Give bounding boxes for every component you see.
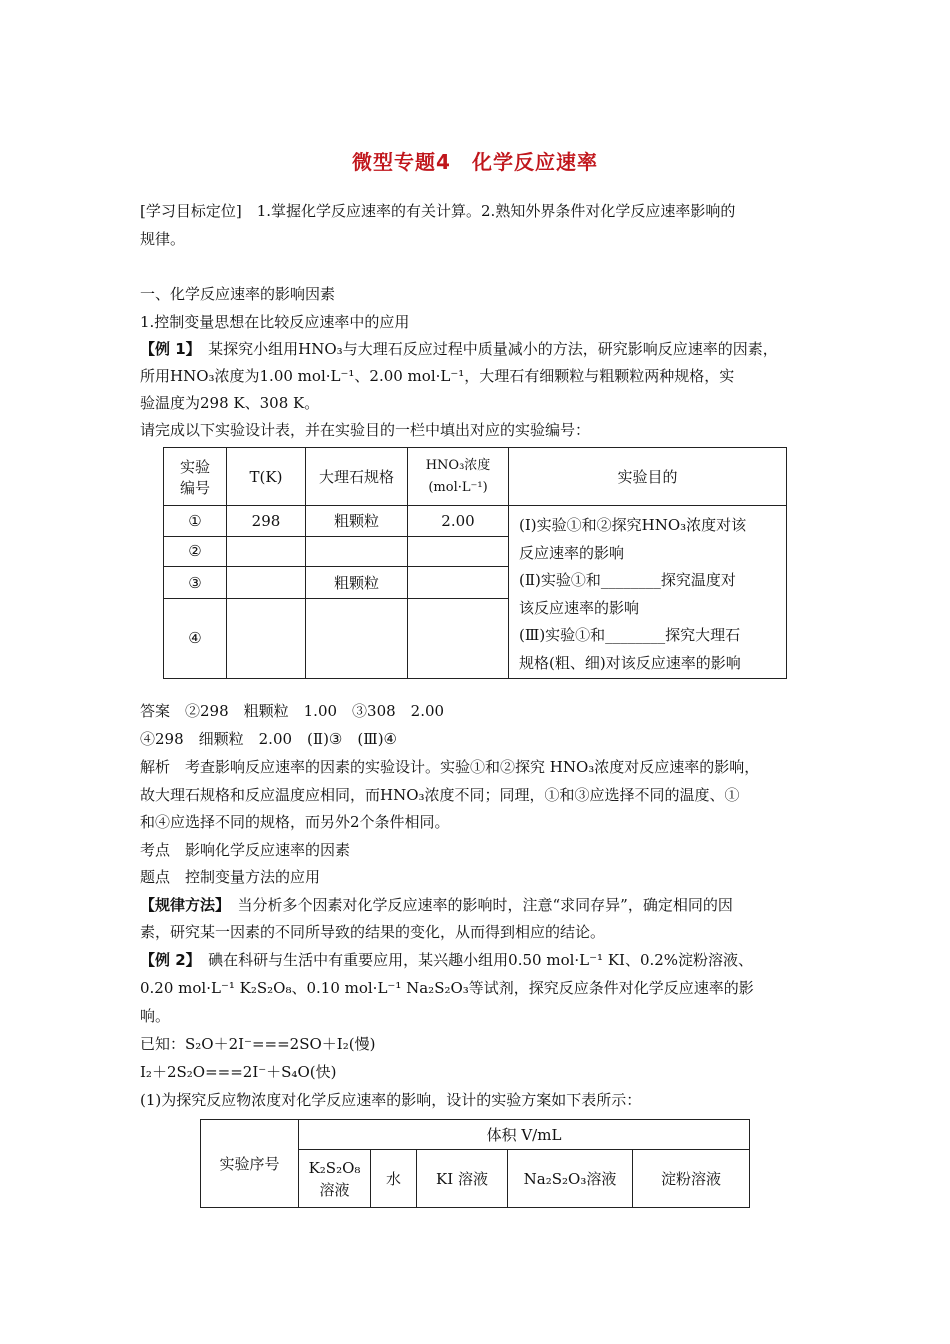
answer-line-1: 答案 ②298 粗颗粒 1.00 ③308 2.00 [140, 702, 445, 720]
page-title: 微型专题4 化学反应速率 [352, 150, 598, 174]
header-k2s2o8: K₂S₂O₈ 溶液 [299, 1150, 371, 1208]
row4-id: ④ [164, 598, 227, 678]
purpose-cell [509, 506, 787, 679]
purpose-line-5: (Ⅲ)实验①和________探究大理石 [519, 626, 741, 645]
answer-line-2: ④298 细颗粒 2.00 (Ⅱ)③ (Ⅲ)④ [140, 730, 397, 748]
example2-line-1 [140, 950, 753, 970]
row3-temp [227, 567, 306, 599]
row4-temp [227, 598, 306, 678]
row3-marble: 粗颗粒 [306, 567, 408, 599]
table-row [164, 506, 787, 537]
row2-conc [408, 536, 509, 567]
example2-line-2: 0.20 mol·L⁻¹ K₂S₂O₈、0.10 mol·L⁻¹ Na₂S₂O₃等试剂，探究反应条件对化学反应速率的影 [140, 979, 754, 997]
header-temperature: T(K) [227, 448, 306, 506]
example2-line-5: I₂＋2S₂O===2I⁻＋S₄O(快) [140, 1063, 337, 1081]
example2-label: 【例 2】 [140, 951, 194, 969]
subsection-heading-1: 1.控制变量思想在比较反应速率中的应用 [140, 313, 410, 331]
experiment-design-table [163, 447, 787, 679]
kaodian-line: 考点 影响化学反应速率的因素 [140, 841, 351, 859]
row2-temp [227, 536, 306, 567]
header-ki: KI 溶液 [417, 1150, 508, 1208]
row2-id: ② [164, 536, 227, 567]
row1-temp: 298 [227, 506, 306, 537]
analysis-line-1: 解析 考查影响反应速率的因素的实验设计。实验①和②探究 HNO₃浓度对反应速率的影响， [140, 758, 760, 776]
objectives-line-1: [学习目标定位] 1.掌握化学反应速率的有关计算。2.熟知外界条件对化学反应速率影响的 [140, 202, 736, 220]
analysis-line-3: 和④应选择不同的规格，而另外2个条件相同。 [140, 813, 450, 831]
example2-line-6: (1)为探究反应物浓度对化学反应速率的影响，设计的实验方案如下表所示： [140, 1091, 642, 1109]
row4-marble [306, 598, 408, 678]
purpose-line-3: (Ⅱ)实验①和________探究温度对 [519, 571, 736, 590]
row1-id: ① [164, 506, 227, 537]
rule-line-1 [140, 895, 733, 915]
header-starch: 淀粉溶液 [633, 1150, 750, 1208]
example1-line-2: 所用HNO₃浓度为1.00 mol·L⁻¹、2.00 mol·L⁻¹，大理石有细颗粒与粗颗粒两种规格，实 [140, 367, 735, 385]
rule-line-2: 素，研究某一因素的不同所导致的结果的变化，从而得到相应的结论。 [140, 923, 606, 941]
purpose-line-2: 反应速率的影响 [519, 543, 625, 562]
section-heading-1: 一、化学反应速率的影响因素 [140, 285, 336, 303]
objectives-line-2: 规律。 [140, 230, 186, 248]
row3-conc [408, 567, 509, 599]
tidian-line: 题点 控制变量方法的应用 [140, 868, 321, 886]
header-volume: 体积 V/mL [299, 1120, 750, 1150]
example1-line-1 [140, 339, 778, 359]
example1-label: 【例 1】 [140, 340, 194, 358]
rule-text: 当分析多个因素对化学反应速率的影响时，注意“求同存异”，确定相同的因 [222, 896, 733, 914]
example1-line-4: 请完成以下实验设计表，并在实验目的一栏中填出对应的实验编号： [140, 421, 591, 439]
example1-text: 某探究小组用HNO₃与大理石反应过程中质量减小的方法，研究影响反应速率的因素， [193, 340, 778, 358]
header-water: 水 [371, 1150, 417, 1208]
purpose-line-6: 规格(粗、细)对该反应速率的影响 [519, 653, 741, 672]
row4-conc [408, 598, 509, 678]
header-na2s2o3: Na₂S₂O₃溶液 [508, 1150, 633, 1208]
header-marble-size: 大理石规格 [306, 448, 408, 506]
rule-label: 【规律方法】 [140, 896, 223, 914]
example1-line-3: 验温度为298 K、308 K。 [140, 394, 320, 412]
header-purpose: 实验目的 [509, 448, 787, 506]
row1-conc: 2.00 [408, 506, 509, 537]
example2-text: 碘在科研与生活中有重要应用，某兴趣小组用0.50 mol·L⁻¹ KI、0.2%淀粉溶液、 [193, 951, 754, 969]
row3-id: ③ [164, 567, 227, 599]
reagent-volume-table [200, 1119, 750, 1208]
example2-line-3: 响。 [140, 1007, 171, 1025]
header-experiment-number: 实验序号 [201, 1120, 299, 1208]
analysis-line-2: 故大理石规格和反应温度应相同，而HNO₃浓度不同；同理，①和③应选择不同的温度、① [140, 786, 740, 804]
purpose-line-1: (Ⅰ)实验①和②探究HNO₃浓度对该 [519, 516, 747, 534]
row2-marble [306, 536, 408, 567]
header-hno3-concentration: HNO₃浓度 (mol·L⁻¹) [408, 448, 509, 506]
table1-header-row [164, 448, 787, 506]
row1-marble: 粗颗粒 [306, 506, 408, 537]
header-experiment-id: 实验 编号 [164, 448, 227, 506]
example2-line-4: 已知：S₂O＋2I⁻===2SO＋I₂(慢) [140, 1035, 376, 1053]
table2-header-row [201, 1120, 750, 1150]
purpose-line-4: 该反应速率的影响 [519, 598, 640, 617]
